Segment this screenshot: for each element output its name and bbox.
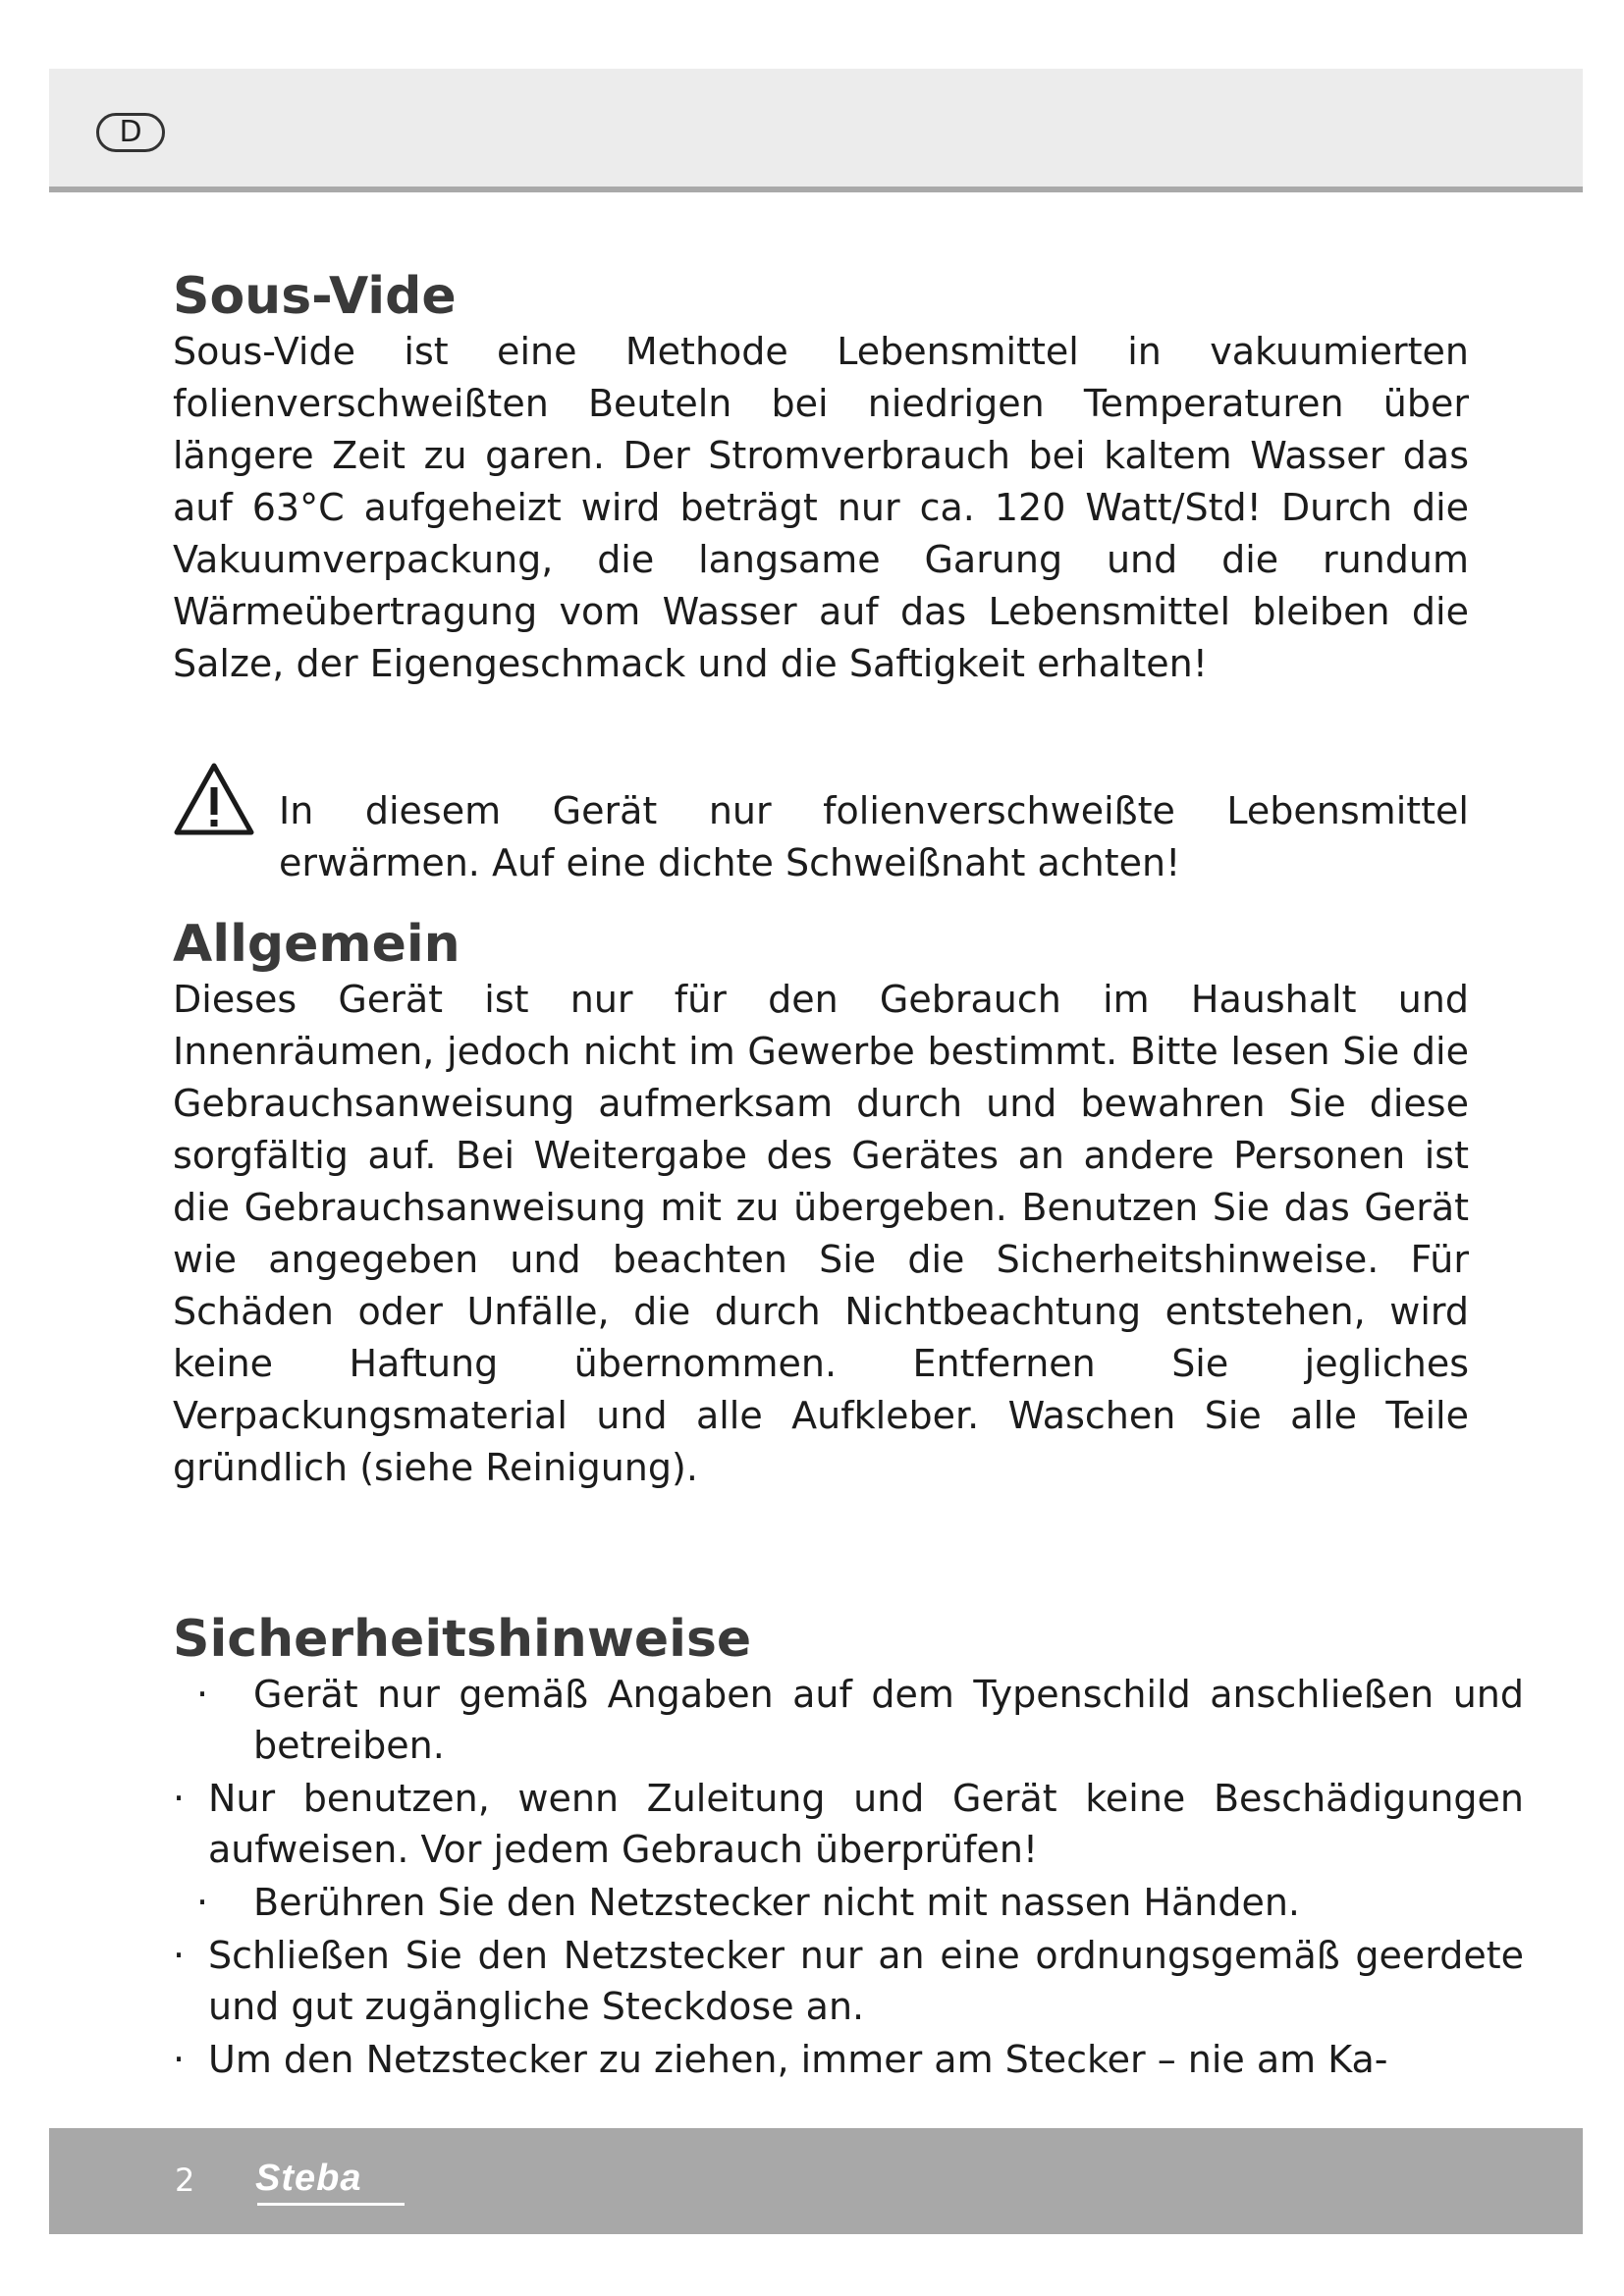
section-sicherheitshinweise <box>173 1610 1524 2087</box>
language-badge: D <box>96 113 165 152</box>
footer-band <box>49 2128 1583 2234</box>
list-item: · Um den Netzstecker zu ziehen, immer am Stecker – nie am Ka- <box>173 2034 1524 2085</box>
list-item: · Nur benutzen, wenn Zuleitung und Gerät keine Beschädigungen aufweisen. Vor jedem Gebrauch überprüfen! <box>173 1773 1524 1875</box>
list-item: · Schließen Sie den Netzstecker nur an eine ordnungsgemäß geerdete und gut zugängliche Steckdose an. <box>173 1930 1524 2032</box>
list-item: · Berühren Sie den Netzstecker nicht mit nassen Händen. <box>173 1877 1524 1928</box>
section-sous-vide <box>173 267 1469 690</box>
list-item: · Gerät nur gemäß Angaben auf dem Typenschild anschließen und betreiben. <box>173 1669 1524 1771</box>
header-band <box>49 69 1583 192</box>
sous-vide-text: Sous-Vide ist eine Methode Lebensmittel in vakuumierten folienverschweißten Beuteln bei niedrigen Temperaturen über längere Zeit zu garen. Der Stromverbrauch bei kaltem Wasser das auf 63°C aufgeheizt wird beträgt nur ca. 120 Watt/Std! Durch die Vakuumverpackung, die langsame Garung und die rundum Wärmeübertragung vom Wasser auf das Lebensmittel bleiben die Salze, der Eigengeschmack und die Saftigkeit erhalten! <box>173 330 1469 685</box>
warning-note <box>173 748 1469 927</box>
brand-logo: Steba <box>255 2158 362 2199</box>
safety-list <box>173 1669 1524 2085</box>
section-allgemein <box>173 915 1469 1494</box>
warning-text: In diesem Gerät nur folienverschweißte Lebensmittel erwärmen. Auf eine dichte Schweißnaht achten! <box>279 789 1469 884</box>
section-title-sicherheitshinweise: Sicherheitshinweise <box>173 1610 752 1669</box>
brand-logo-underline <box>257 2203 405 2206</box>
section-title-allgemein: Allgemein <box>173 915 460 974</box>
allgemein-text: Dieses Gerät ist nur für den Gebrauch im Haushalt und Innenräumen, jedoch nicht im Gewerbe bestimmt. Bitte lesen Sie die Gebrauchsanweisung aufmerksam durch und bewahren Sie diese sorgfältig auf. Bei Weitergabe des Gerätes an andere Personen ist die Gebrauchsanweisung mit zu übergeben. Benutzen Sie das Gerät wie angegeben und beachten Sie die Sicherheitshinweise. Für Schäden oder Unfälle, die durch Nichtbeachtung entstehen, wird keine Haftung übernommen. Entfernen Sie jegliches Verpackungsmaterial und alle Aufkleber. Waschen Sie alle Teile gründlich (siehe Reinigung). <box>173 978 1469 1489</box>
section-title-sous-vide: Sous-Vide <box>173 267 457 326</box>
warning-icon <box>173 762 255 836</box>
page-number: 2 <box>175 2162 195 2199</box>
